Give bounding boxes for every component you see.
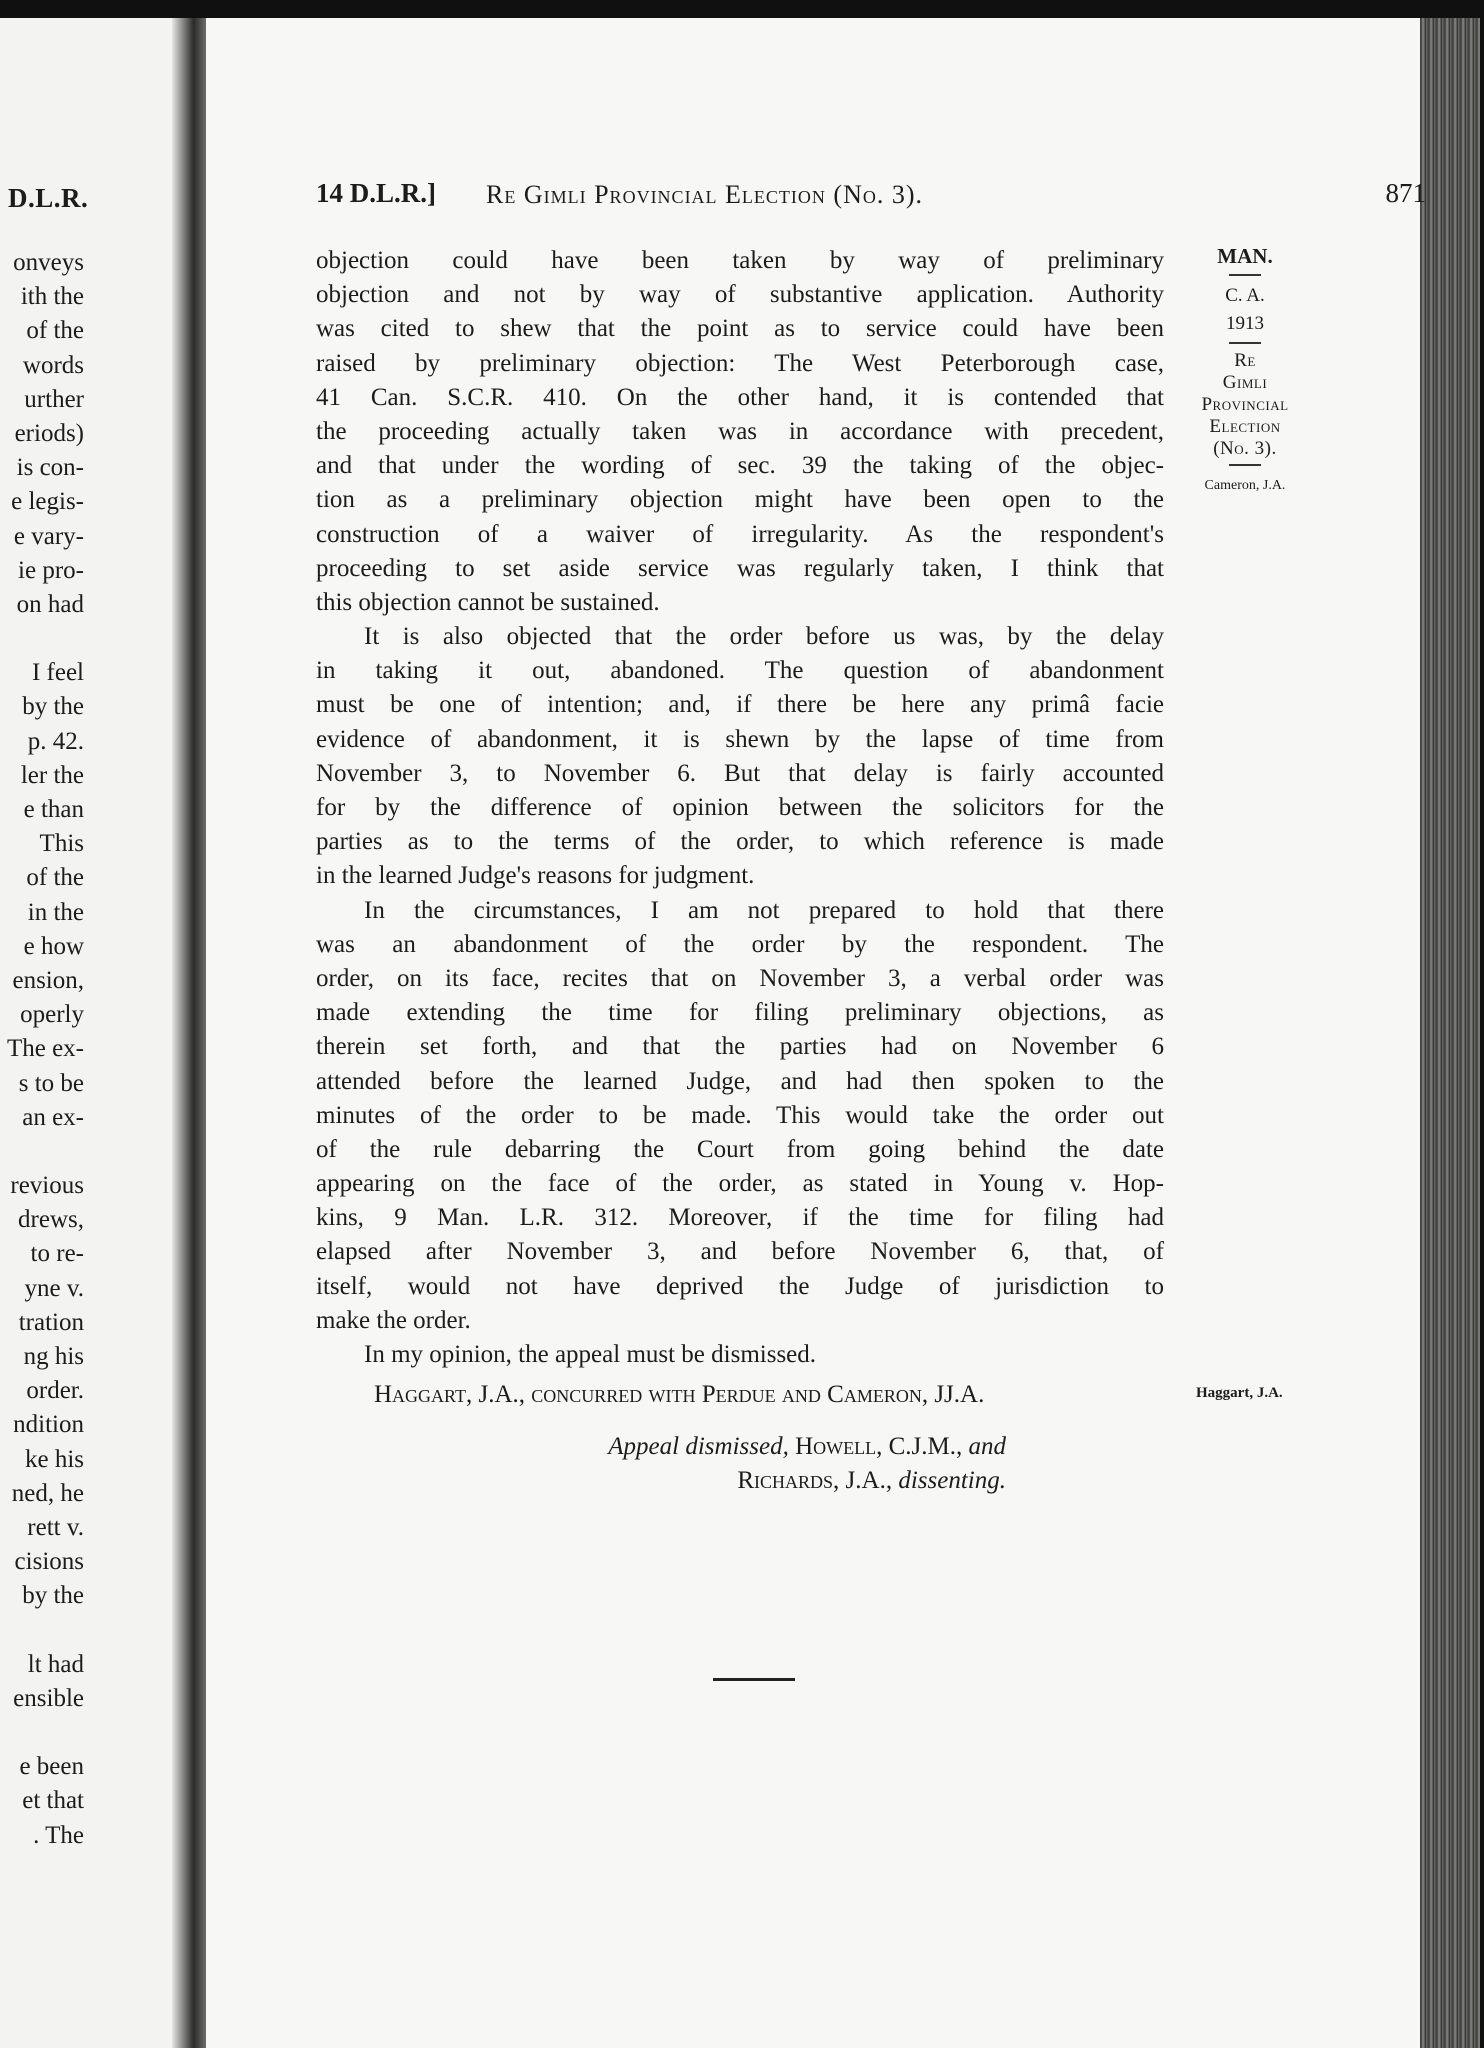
left-page-line: operly xyxy=(20,1001,84,1029)
left-page-line: ension, xyxy=(12,966,84,994)
left-page-line: of the xyxy=(26,864,84,892)
disposition-line-1 xyxy=(606,1430,1006,1464)
left-page-line: by the xyxy=(22,1582,84,1610)
left-page-line: e legis- xyxy=(11,488,84,516)
left-page-line: s to be xyxy=(18,1069,84,1097)
disposition-richards: Richards, J.A., xyxy=(737,1467,893,1494)
left-page-line: The ex- xyxy=(6,1035,84,1063)
left-page-line: p. 42. xyxy=(27,727,84,755)
side-note-case-title-line: Election xyxy=(1209,416,1281,437)
body-text-line: order, on its face, recites that on November 3, a verbal order was xyxy=(316,964,1164,992)
body-text-line: attended before the learned Judge, and had then spoken to the xyxy=(316,1067,1164,1095)
left-page-line: words xyxy=(22,351,84,379)
left-page-line: This xyxy=(39,830,84,858)
left-page-line: ndition xyxy=(13,1411,84,1439)
body-text-line: was an abandonment of the order by the respondent. The xyxy=(316,930,1164,958)
body-text-line: for by the difference of opinion between the solicitors for the xyxy=(316,794,1164,821)
left-page-line: is con- xyxy=(16,454,84,482)
side-note-case-title-line: Gimli xyxy=(1222,372,1268,393)
body-text-line: tion as a preliminary objection might have been open to the xyxy=(316,486,1164,514)
left-page-line: to re- xyxy=(30,1240,84,1268)
judgment-body xyxy=(316,244,1164,1372)
left-page-line: urther xyxy=(24,385,84,413)
body-text-line: in taking it out, abandoned. The question of abandonment xyxy=(316,657,1164,685)
left-facing-page xyxy=(0,18,180,2048)
side-note-rule xyxy=(1229,464,1261,466)
left-page-text-fragments xyxy=(0,246,84,1853)
body-text-line: proceeding to set aside service was regularly taken, I think that xyxy=(316,554,1164,582)
left-page-line: yne v. xyxy=(24,1274,84,1302)
side-note-judge-cameron: Cameron, J.A. xyxy=(1204,478,1286,493)
body-text-line: 41 Can. S.C.R. 410. On the other hand, it is contended that xyxy=(316,383,1164,411)
body-text-line: and that under the wording of sec. 39 the taking of the objec- xyxy=(316,452,1164,480)
left-page-line: . The xyxy=(33,1821,84,1849)
left-page-line: ned, he xyxy=(11,1479,84,1507)
left-page-line: of the xyxy=(26,317,84,345)
body-text-line: minutes of the order to be made. This would take the order out xyxy=(316,1101,1164,1129)
page-number: 871 xyxy=(1385,178,1426,208)
side-note-case-title xyxy=(1180,350,1310,460)
disposition-appeal-dismissed: Appeal dismissed, xyxy=(608,1433,789,1460)
side-note-case-title-line: Provincial xyxy=(1201,394,1289,415)
body-text-line: the proceeding actually taken was in accordance with precedent, xyxy=(316,417,1164,445)
left-page-line: ler the xyxy=(20,761,84,789)
margin-side-notes xyxy=(1180,242,1310,500)
left-page-line: e vary- xyxy=(13,522,84,550)
side-note-province: MAN. xyxy=(1217,244,1273,268)
body-text-line: In the circumstances, I am not prepared to hold that there xyxy=(364,896,1164,924)
disposition-dissenting: dissenting. xyxy=(898,1467,1006,1494)
left-page-line xyxy=(0,622,84,656)
body-text-line: raised by preliminary objection: The West Peterborough case, xyxy=(316,349,1164,377)
volume-citation: 14 D.L.R.] xyxy=(316,178,436,208)
left-page-line: e than xyxy=(23,796,84,823)
left-page-line: tration xyxy=(18,1308,84,1336)
disposition-note xyxy=(606,1430,1006,1498)
disposition-line-2 xyxy=(606,1464,1006,1498)
body-text-line: therein set forth, and that the parties had on November 6 xyxy=(316,1033,1164,1061)
left-page-line: on had xyxy=(16,590,84,618)
left-page-line: by the xyxy=(22,693,84,721)
left-page-line: e been xyxy=(19,1753,84,1781)
body-text-line: must be one of intention; and, if there be here any primâ facie xyxy=(316,691,1164,719)
body-text-line: made extending the time for filing preliminary objections, as xyxy=(316,999,1164,1027)
body-text-line: It is also objected that the order before us was, by the delay xyxy=(364,623,1164,651)
page-edge-stack xyxy=(1410,18,1480,2048)
left-page-line xyxy=(0,1135,84,1169)
case-running-title: Re Gimli Provincial Election (No. 3). xyxy=(486,180,924,209)
disposition-howell: Howell, C.J.M., xyxy=(795,1433,963,1460)
body-text-line: elapsed after November 3, and before November 6, that, of xyxy=(316,1238,1164,1266)
left-page-line: an ex- xyxy=(22,1103,84,1131)
left-page-line xyxy=(0,1716,84,1750)
left-page-line: et that xyxy=(22,1787,84,1815)
body-text-line: in the learned Judge's reasons for judgment. xyxy=(316,862,755,890)
left-page-line: revious xyxy=(10,1172,84,1200)
body-text-line: In my opinion, the appeal must be dismissed. xyxy=(364,1341,817,1368)
side-note-court: C. A. xyxy=(1225,285,1265,306)
body-text-line: November 3, to November 6. But that delay is fairly accounted xyxy=(316,759,1164,787)
end-of-judgment-rule xyxy=(713,1678,795,1681)
left-page-line: order. xyxy=(26,1377,84,1405)
left-page-line: ng his xyxy=(23,1343,84,1370)
left-page-line: lt had xyxy=(27,1650,84,1678)
side-note-rule xyxy=(1229,274,1261,276)
body-text-line: itself, would not have deprived the Judge of jurisdiction to xyxy=(316,1272,1164,1300)
side-note-rule xyxy=(1229,342,1261,344)
left-page-line: e how xyxy=(23,932,84,960)
body-text-line: parties as to the terms of the order, to which reference is made xyxy=(316,828,1164,856)
left-page-line xyxy=(0,1614,84,1648)
body-text-line: of the rule debarring the Court from going behind the date xyxy=(316,1135,1164,1163)
side-note-year: 1913 xyxy=(1226,313,1264,334)
body-text-line: objection could have been taken by way of preliminary xyxy=(316,247,1164,274)
concurrence-line: Haggart, J.A., concurred with Perdue and Cameron, JJ.A. xyxy=(374,1381,985,1408)
disposition-and: and xyxy=(968,1433,1006,1460)
left-page-line: cisions xyxy=(14,1548,84,1576)
running-head xyxy=(316,178,1426,214)
side-note-judge-haggart: Haggart, J.A. xyxy=(1196,1385,1283,1401)
body-text-line: evidence of abandonment, it is shewn by the lapse of time from xyxy=(316,725,1164,753)
left-page-line: eriods) xyxy=(14,419,84,447)
body-text-line: kins, 9 Man. L.R. 312. Moreover, if the time for filing had xyxy=(316,1204,1164,1232)
body-text-line: appearing on the face of the order, as stated in Young v. Hop- xyxy=(316,1170,1164,1198)
left-page-header: D.L.R. xyxy=(8,183,89,213)
left-page-line: I feel xyxy=(31,659,84,687)
left-page-line: rett v. xyxy=(27,1513,84,1541)
side-note-case-title-line: Re xyxy=(1234,350,1256,371)
body-text-line: objection and not by way of substantive application. Authority xyxy=(316,281,1164,309)
left-page-line: drews, xyxy=(18,1206,84,1234)
left-page-line: ie pro- xyxy=(18,556,84,584)
body-text-line: was cited to shew that the point as to service could have been xyxy=(316,315,1164,343)
side-note-case-title-line: (No. 3). xyxy=(1213,438,1277,459)
left-page-line: ith the xyxy=(20,283,84,311)
left-page-line: in the xyxy=(27,898,84,926)
body-text-line: make the order. xyxy=(316,1306,471,1334)
left-page-line: onveys xyxy=(13,249,84,276)
body-text-line: this objection cannot be sustained. xyxy=(316,588,660,616)
right-page xyxy=(206,18,1426,2048)
body-text-line: construction of a waiver of irregularity. As the respondent's xyxy=(316,520,1164,548)
left-page-line: ke his xyxy=(24,1445,84,1473)
left-page-line: ensible xyxy=(13,1684,84,1712)
